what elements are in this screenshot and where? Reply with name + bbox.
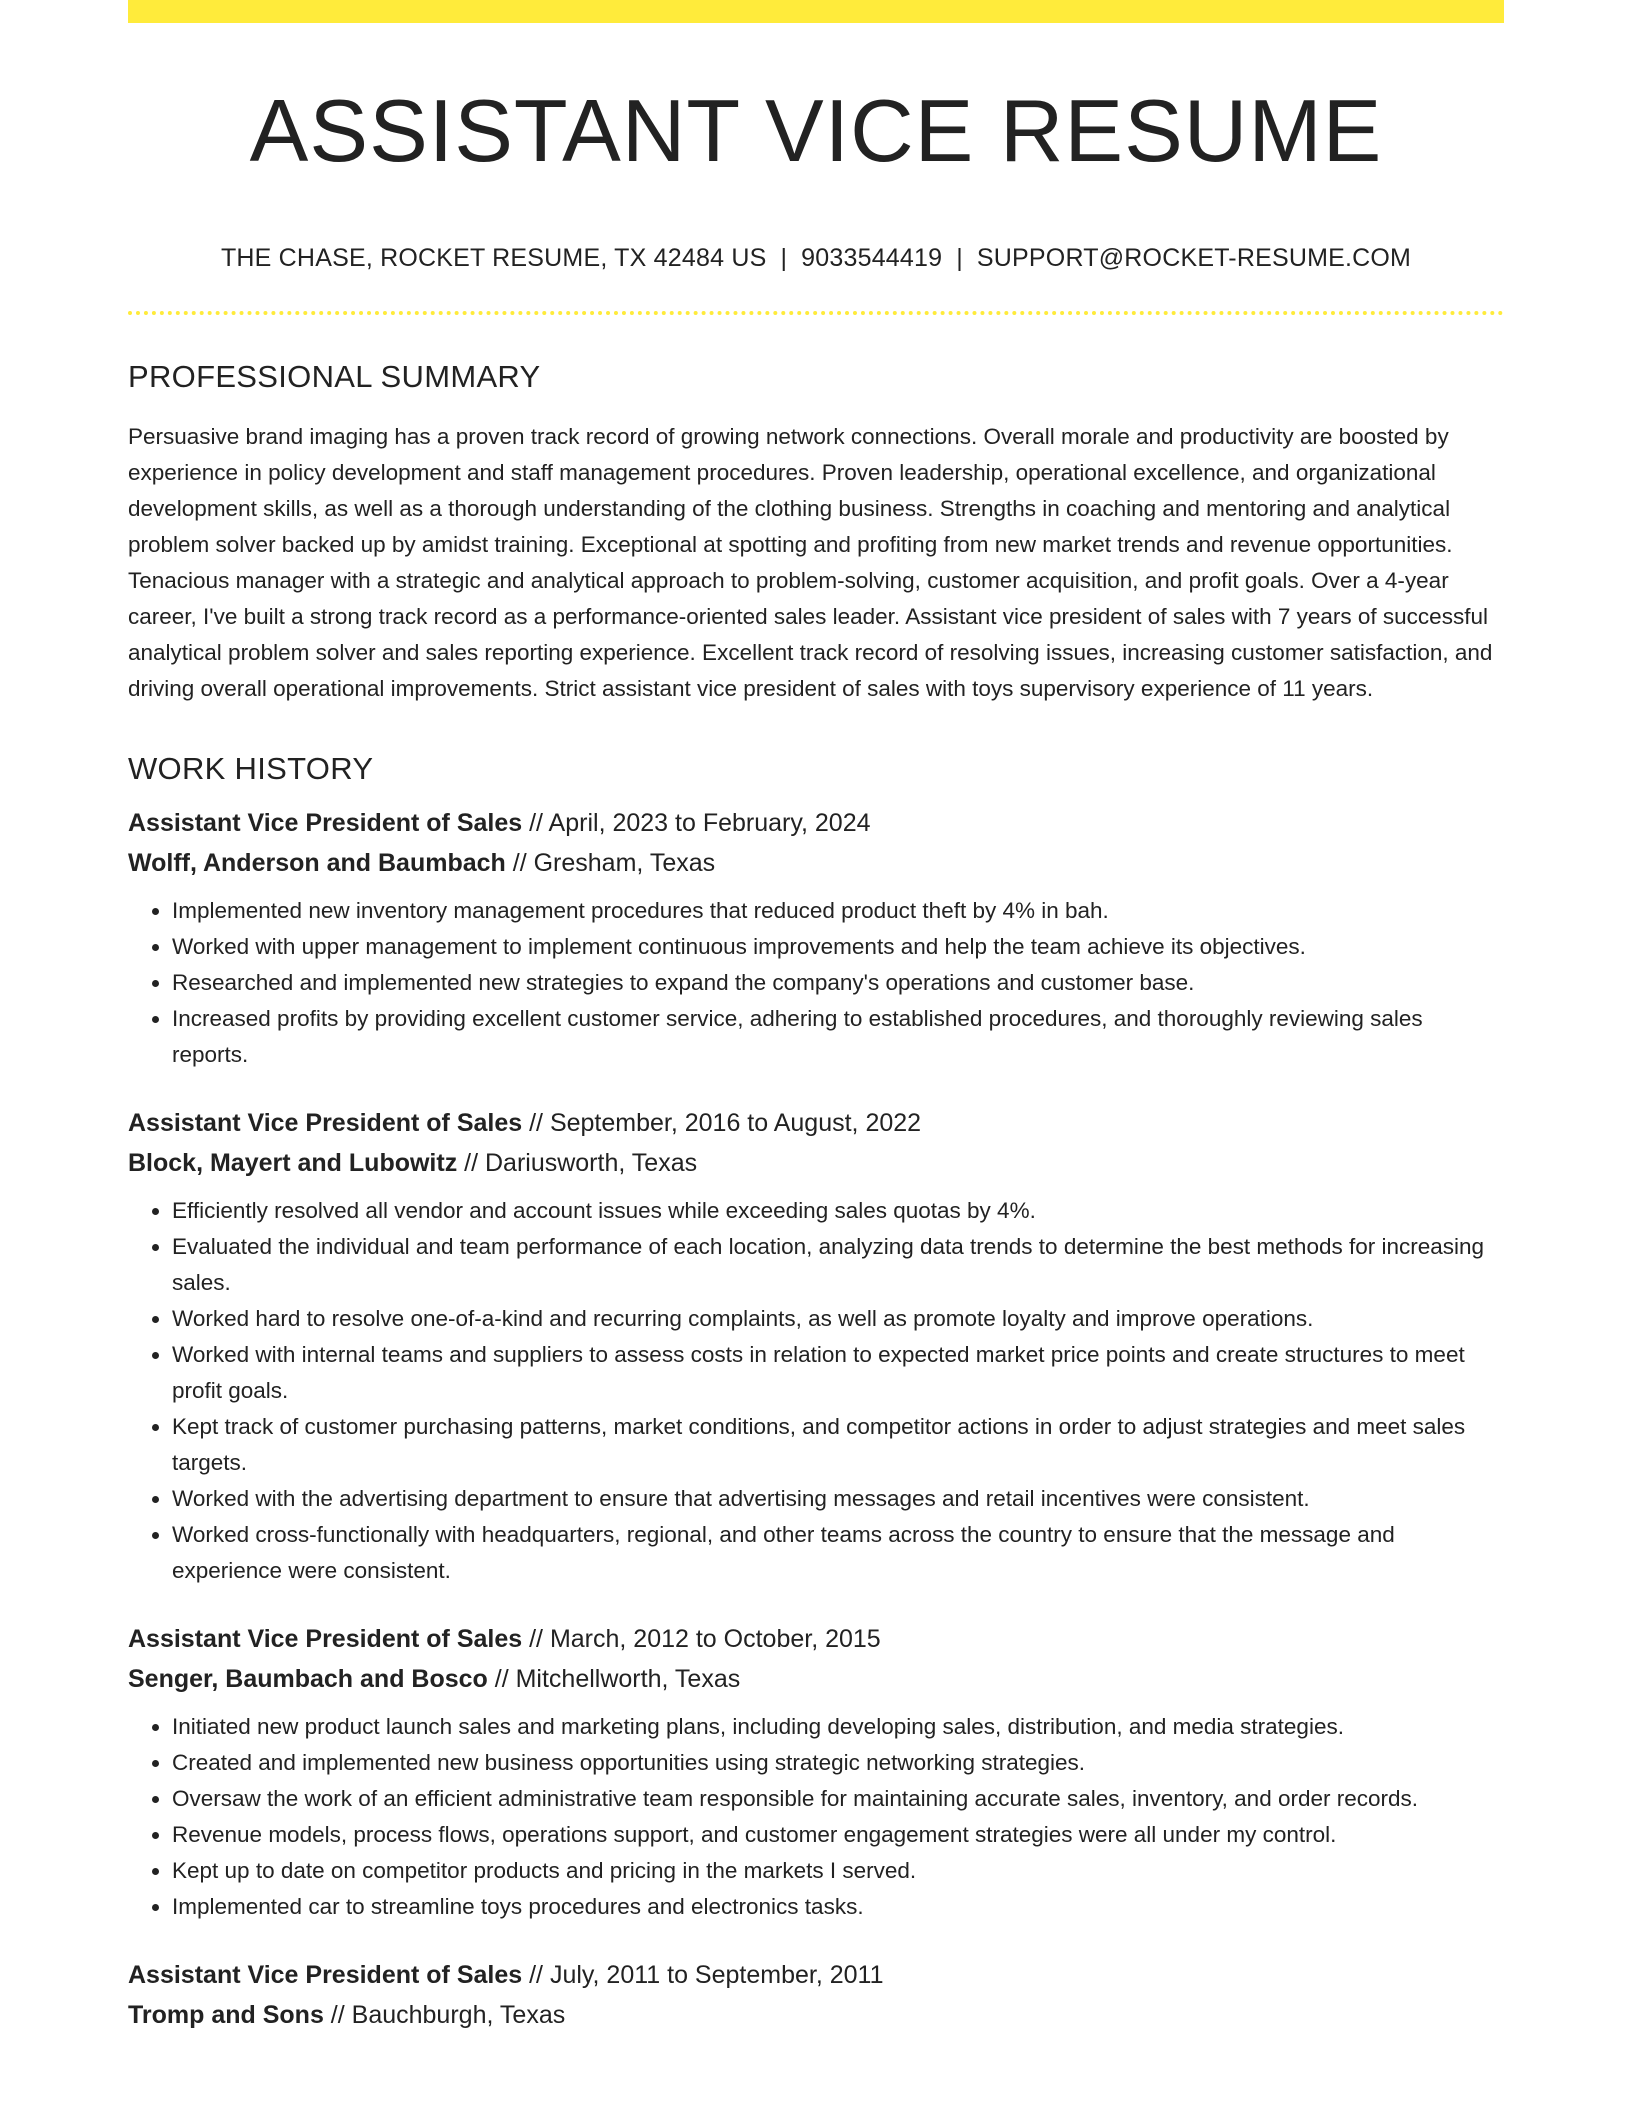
job-title: Assistant Vice President of Sales: [128, 808, 523, 837]
resume-title: ASSISTANT VICE RESUME: [249, 81, 1383, 180]
summary-heading: PROFESSIONAL SUMMARY: [128, 358, 541, 394]
contact-line: [128, 244, 1504, 273]
job-bullet: • Researched and implemented new strategies to expand the company's operations and customer base.: [172, 965, 1504, 1001]
job-bullet: • Initiated new product launch sales and marketing plans, including developing sales, distribution, and media strategies.: [172, 1709, 1504, 1745]
job-bullet: • Worked with the advertising department to ensure that advertising messages and retail incentives were consistent.: [172, 1481, 1504, 1517]
accent-top-bar: [128, 0, 1504, 23]
work-history-heading: WORK HISTORY: [128, 750, 374, 786]
job-entry: [128, 1619, 1504, 1925]
job-location: // Mitchellworth, Texas: [487, 1664, 741, 1693]
job-bullet: • Oversaw the work of an efficient administrative team responsible for maintaining accurate sales, inventory, and order records.: [172, 1781, 1504, 1817]
job-title-line: [128, 1955, 1504, 1995]
job-company-line: [128, 1659, 1504, 1699]
job-company: Block, Mayert and Lubowitz: [128, 1148, 458, 1177]
job-dates: // March, 2012 to October, 2015: [522, 1624, 881, 1653]
job-title-line: [128, 803, 1504, 843]
job-bullet: • Revenue models, process flows, operations support, and customer engagement strategies were all under my control.: [172, 1817, 1504, 1853]
job-bullet: • Worked hard to resolve one-of-a-kind and recurring complaints, as well as promote loyalty and improve operations.: [172, 1301, 1504, 1337]
job-bullet: • Increased profits by providing excellent customer service, adhering to established procedures, and thoroughly reviewing sales reports.: [172, 1001, 1504, 1073]
job-bullet: • Worked with internal teams and suppliers to assess costs in relation to expected market price points and create structures to meet profit goals.: [172, 1337, 1504, 1409]
contact-address: THE CHASE, ROCKET RESUME, TX 42484 US: [220, 243, 767, 272]
job-company-line: [128, 1995, 1504, 2035]
job-company: Senger, Baumbach and Bosco: [128, 1664, 488, 1693]
job-bullets: [128, 1193, 1504, 1589]
job-dates: // July, 2011 to September, 2011: [522, 1960, 884, 1989]
job-dates: // April, 2023 to February, 2024: [522, 808, 871, 837]
job-location: // Dariusworth, Texas: [457, 1148, 698, 1177]
job-entry: [128, 803, 1504, 1073]
job-bullet: • Evaluated the individual and team performance of each location, analyzing data trends to determine the best methods for increasing sales.: [172, 1229, 1504, 1301]
job-title-line: [128, 1103, 1504, 1143]
job-bullet: • Worked cross-functionally with headquarters, regional, and other teams across the country to ensure that the message and experience were consistent.: [172, 1517, 1504, 1589]
dotted-divider: [128, 311, 1504, 315]
job-location: // Bauchburgh, Texas: [323, 2000, 566, 2029]
summary-text: Persuasive brand imaging has a proven track record of growing network connections. Overall morale and productivity are boosted by experience in policy development and staff management procedures. Proven leadership, operational excellence, and organizational development skills, as well as a thorough understanding of the clothing business. Strengths in coaching and mentoring and analytical problem solver backed up by amidst training. Exceptional at spotting and profiting from new market trends and revenue opportunities. Tenacious manager with a strategic and analytical approach to problem-solving, customer acquisition, and profit goals. Over a 4-year career, I've built a strong track record as a performance-oriented sales leader. Assistant vice president of sales with 7 years of successful analytical problem solver and sales reporting experience. Excellent track record of resolving issues, increasing customer satisfaction, and driving overall operational improvements. Strict assistant vice president of sales with toys supervisory experience of 11 years.: [128, 423, 1493, 701]
job-bullet: • Implemented car to streamline toys procedures and electronics tasks.: [172, 1889, 1504, 1925]
job-company: Tromp and Sons: [128, 2000, 324, 2029]
job-title: Assistant Vice President of Sales: [128, 1960, 523, 1989]
contact-email: SUPPORT@ROCKET-RESUME.COM: [976, 243, 1412, 272]
job-location: // Gresham, Texas: [505, 848, 716, 877]
job-company-line: [128, 1143, 1504, 1183]
job-bullets: [128, 893, 1504, 1073]
job-bullet: • Kept track of customer purchasing patterns, market conditions, and competitor actions in order to adjust strategies and meet sales targets.: [172, 1409, 1504, 1481]
job-bullet: • Created and implemented new business opportunities using strategic networking strategies.: [172, 1745, 1504, 1781]
contact-phone: 9033544419: [801, 243, 943, 272]
job-title: Assistant Vice President of Sales: [128, 1108, 523, 1137]
job-entry: [128, 1955, 1504, 2035]
contact-separator: |: [780, 243, 788, 272]
job-title-line: [128, 1619, 1504, 1659]
job-bullet: • Implemented new inventory management procedures that reduced product theft by 4% in bah.: [172, 893, 1504, 929]
job-entry: [128, 1103, 1504, 1589]
job-bullet: • Worked with upper management to implement continuous improvements and help the team achieve its objectives.: [172, 929, 1504, 965]
job-bullet: • Kept up to date on competitor products and pricing in the markets I served.: [172, 1853, 1504, 1889]
resume-page: [128, 0, 1504, 2035]
job-title: Assistant Vice President of Sales: [128, 1624, 523, 1653]
job-bullet: • Efficiently resolved all vendor and account issues while exceeding sales quotas by 4%.: [172, 1193, 1504, 1229]
job-company-line: [128, 843, 1504, 883]
job-dates: // September, 2016 to August, 2022: [522, 1108, 922, 1137]
job-bullets: [128, 1709, 1504, 1925]
job-company: Wolff, Anderson and Baumbach: [128, 848, 506, 877]
contact-separator: |: [956, 243, 963, 272]
